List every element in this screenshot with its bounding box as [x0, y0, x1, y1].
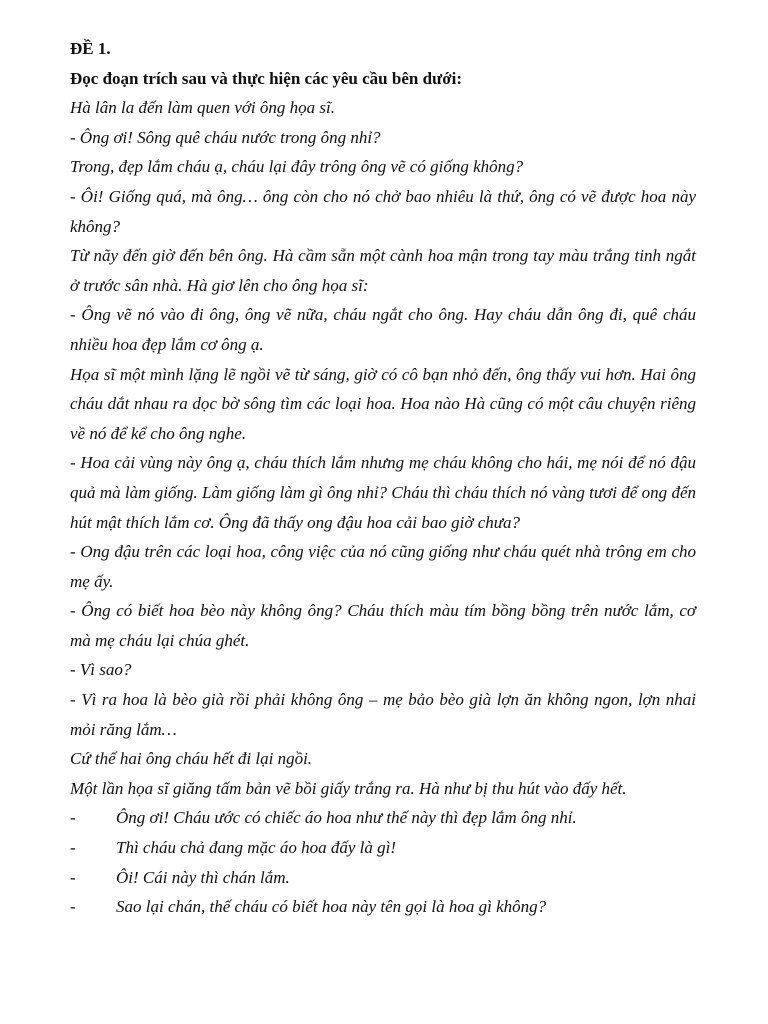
passage — [70, 93, 696, 803]
dash-marker: - — [70, 808, 76, 828]
dialogue-text: Thì cháu chả đang mặc áo hoa đấy là gì! — [116, 838, 396, 858]
dialogue-line — [70, 892, 696, 922]
paragraph: Cứ thế hai ông cháu hết đi lại ngồi. — [70, 749, 313, 769]
dialogue-line — [70, 833, 696, 863]
paragraph: - Vì sao? — [70, 660, 132, 680]
dash-marker: - — [70, 897, 76, 917]
paragraph: Từ nãy đến giờ đến bên ông. Hà cầm sẵn một cành hoa mận trong tay màu trắng tinh ngắt ở trước sân nhà. Hà giơ lên cho ông họa sĩ: — [70, 246, 696, 295]
dialogue-text: Sao lại chán, thế cháu có biết hoa này tên gọi là hoa gì không? — [116, 897, 547, 917]
paragraph: Trong, đẹp lắm cháu ạ, cháu lại đây trông ông vẽ có giống không? — [70, 157, 524, 177]
paragraph: Họa sĩ một mình lặng lẽ ngồi vẽ từ sáng, giờ có cô bạn nhỏ đến, ông thấy vui hơn. Hai ông cháu dắt nhau ra dọc bờ sông tìm các loại hoa. Hoa nào Hà cũng có một câu chuyện riêng về nó để kể cho ông nghe. — [70, 364, 696, 443]
paragraph: - Ôi! Giống quá, mà ông… ông còn cho nó chở bao nhiêu là thứ, ông có vẽ được hoa này không? — [70, 186, 696, 236]
paragraph: - Ong đậu trên các loại hoa, công việc của nó cũng giống như cháu quét nhà trông em cho mẹ ấy. — [70, 542, 696, 591]
dialogue-text: Ôi! Cái này thì chán lắm. — [116, 867, 290, 887]
dialogue-line — [70, 803, 696, 833]
paragraph: Hà lân la đến làm quen với ông họa sĩ. — [70, 98, 335, 118]
exam-title: ĐỀ 1. — [70, 39, 111, 58]
paragraph: - Ông ơi! Sông quê cháu nước trong ông nhỉ? — [70, 127, 381, 147]
document-page — [70, 34, 696, 922]
dialogue-list — [70, 803, 696, 921]
paragraph: - Ông có biết hoa bèo này không ông? Cháu thích màu tím bồng bồng trên nước lắm, cơ mà mẹ cháu lại chúa ghét. — [70, 601, 696, 650]
dash-marker: - — [70, 867, 76, 887]
dash-marker: - — [70, 838, 76, 858]
dialogue-text: Ông ơi! Cháu ước có chiếc áo hoa như thế này thì đẹp lắm ông nhỉ. — [116, 808, 577, 828]
paragraph: - Vì ra hoa là bèo già rồi phải không ông – mẹ bảo bèo già lợn ăn không ngon, lợn nhai mỏi răng lắm… — [70, 690, 696, 739]
instruction-heading: Đọc đoạn trích sau và thực hiện các yêu cầu bên dưới: — [70, 68, 463, 88]
paragraph: - Hoa cải vùng này ông ạ, cháu thích lắm nhưng mẹ cháu không cho hái, mẹ nói để nó đậu quả mà làm giống. Làm giống làm gì ông nhỉ? Cháu thì cháu thích nó vàng tươi để ong đến hút mật thích lắm cơ. Ông đã thấy ong đậu hoa cải bao giờ chưa? — [70, 453, 696, 532]
paragraph: - Ông vẽ nó vào đi ông, ông vẽ nữa, cháu ngắt cho ông. Hay cháu dẫn ông đi, quê cháu nhiều hoa đẹp lắm cơ ông ạ. — [70, 305, 696, 354]
dialogue-line — [70, 863, 696, 893]
paragraph: Một lần họa sĩ giăng tấm bản vẽ bồi giấy trắng ra. Hà như bị thu hút vào đấy hết. — [70, 778, 627, 798]
